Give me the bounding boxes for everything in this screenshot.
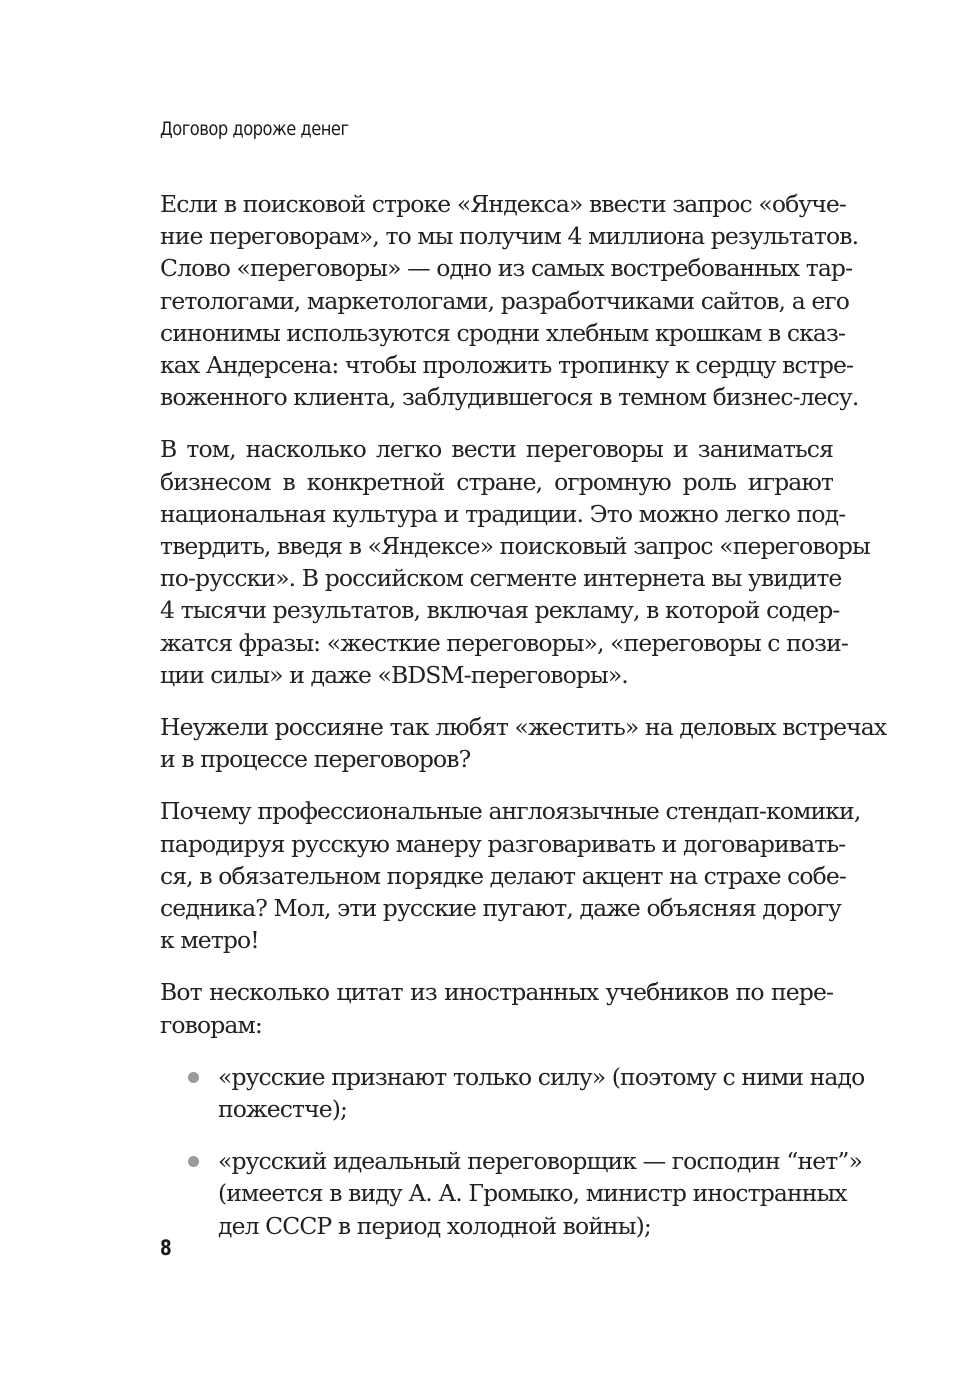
text-line: ся, в обязательном порядке делают акцент на страхе собе-: [160, 861, 846, 890]
text-line: бизнесом в конкретной стране, огромную роль играют: [160, 467, 833, 496]
text-line: гетологами, маркетологами, разработчиками сайтов, а его: [160, 286, 850, 315]
paragraph: [160, 188, 859, 413]
body-text: [160, 188, 887, 1262]
text-line: дел СССР в период холодной войны);: [218, 1211, 651, 1240]
text-line: национальная культура и традиции. Это можно легко под-: [160, 499, 846, 528]
bullet-icon: [188, 1156, 199, 1167]
text-line: пародируя русскую манеру разговаривать и договаривать-: [160, 829, 846, 858]
paragraph: [160, 795, 861, 956]
text-line: (имеется в виду А. А. Громыко, министр иностранных: [218, 1179, 847, 1208]
text-line: по-русски». В российском сегменте интернета вы увидите: [160, 564, 842, 593]
text-line: седника? Мол, эти русские пугают, даже объясняя дорогу: [160, 894, 841, 923]
running-title: Договор дороже денег: [160, 118, 349, 140]
paragraph: [160, 711, 887, 775]
text-line: синонимы используются сродни хлебным крошкам в сказ-: [160, 318, 845, 347]
text-line: твердить, введя в «Яндексе» поисковый запрос «переговоры: [160, 532, 870, 561]
text-line: Неужели россияне так любят «жестить» на деловых встречах: [160, 713, 887, 742]
text-line: ции силы» и даже «BDSM-переговоры».: [160, 660, 628, 689]
text-line: Почему профессиональные англоязычные стендап-комики,: [160, 797, 861, 826]
text-line: 4 тысячи результатов, включая рекламу, в которой содер-: [160, 596, 840, 625]
text-line: В том, насколько легко вести переговоры и заниматься: [160, 435, 833, 464]
paragraph: [160, 433, 870, 691]
text-line: Слово «переговоры» — одно из самых востребованных тар-: [160, 254, 853, 283]
text-line: жатся фразы: «жесткие переговоры», «переговоры с пози-: [160, 628, 848, 657]
bullet-item: [160, 1145, 862, 1242]
paragraph: [160, 976, 833, 1040]
text-line: Вот несколько цитат из иностранных учебников по пере-: [160, 978, 833, 1007]
page-number: 8: [160, 1236, 172, 1260]
text-line: «русские признают только силу» (поэтому с ними надо: [218, 1062, 865, 1091]
text-line: ние переговорам», то мы получим 4 миллиона результатов.: [160, 222, 859, 251]
text-line: и в процессе переговоров?: [160, 745, 471, 774]
text-line: воженного клиента, заблудившегося в темном бизнес-лесу.: [160, 383, 859, 412]
bullet-item: [160, 1061, 865, 1125]
text-line: Если в поисковой строке «Яндекса» ввести запрос «обуче-: [160, 190, 846, 218]
text-line: пожестче);: [218, 1095, 348, 1124]
text-line: говорам:: [160, 1010, 262, 1039]
text-line: к метро!: [160, 926, 259, 955]
text-line: ках Андерсена: чтобы проложить тропинку к сердцу встре-: [160, 351, 854, 380]
bullet-icon: [188, 1072, 199, 1083]
text-line: «русский идеальный переговорщик — господин “нет”»: [218, 1147, 862, 1176]
